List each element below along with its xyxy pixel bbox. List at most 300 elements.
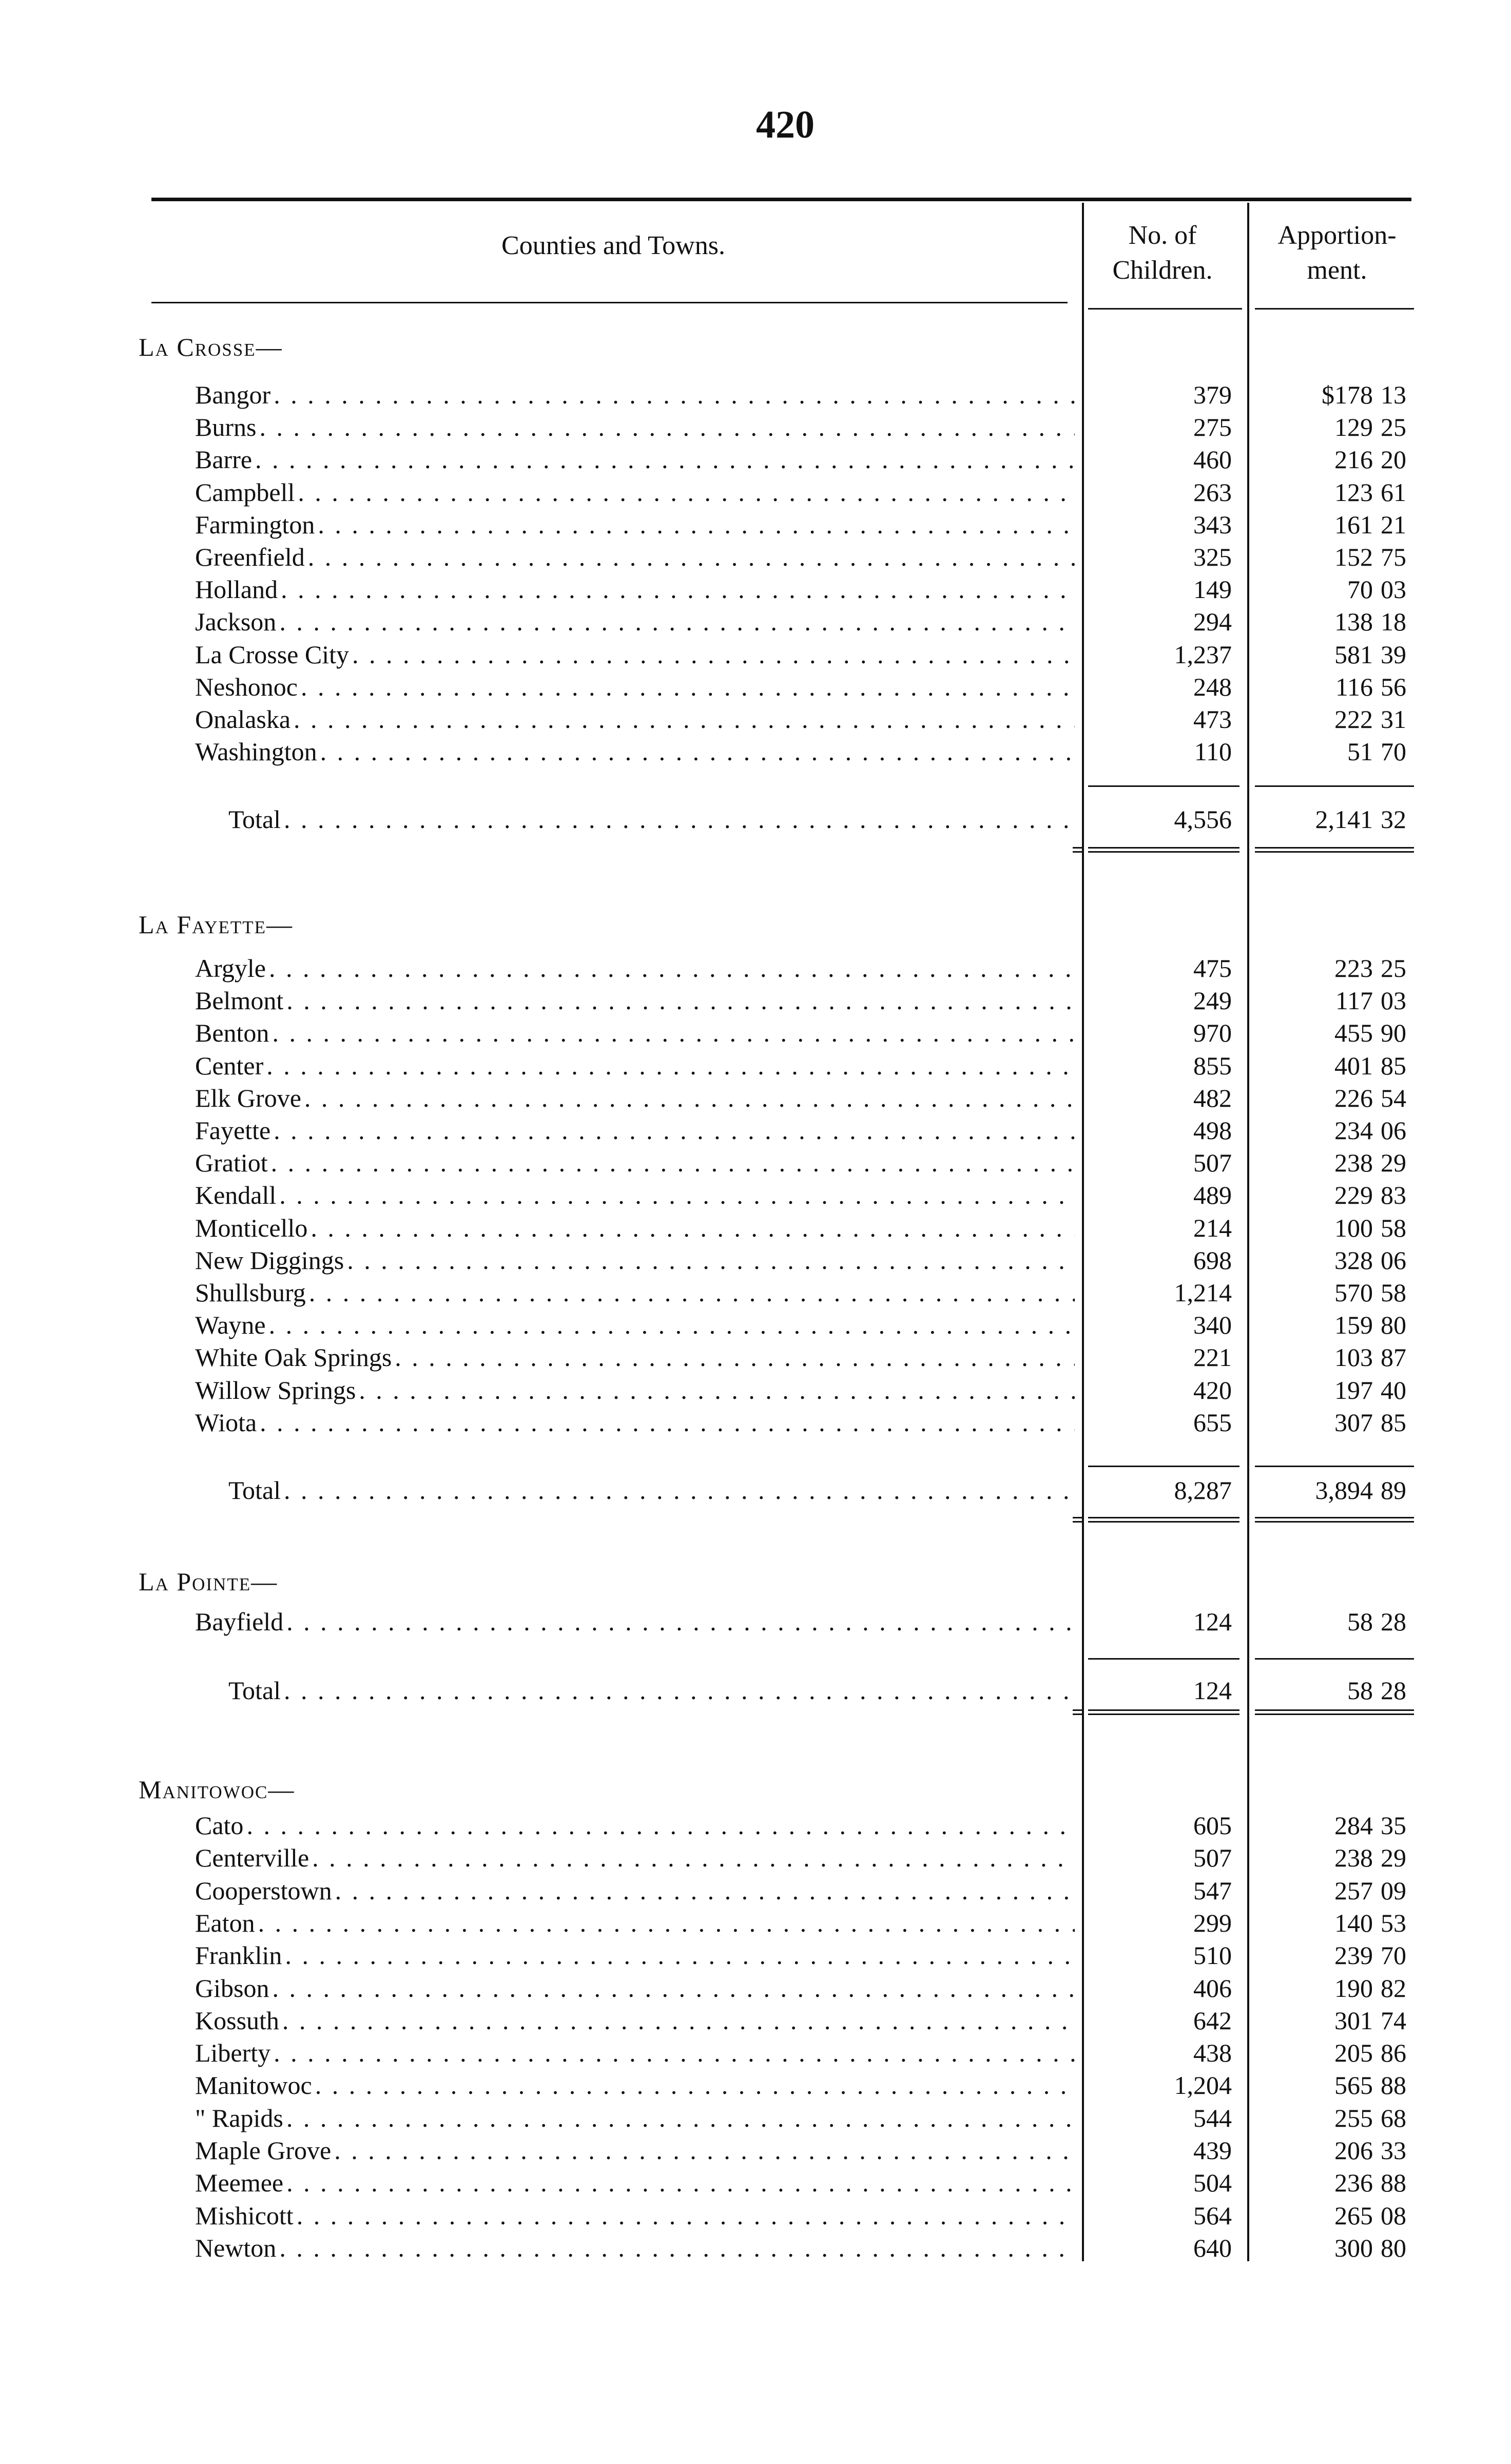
- header-no-of-children-line2: Children.: [1112, 256, 1213, 285]
- dot-leader: [286, 985, 1075, 1017]
- town-name-cell: [195, 1050, 1075, 1082]
- town-name: Onalaska: [195, 705, 291, 734]
- town-name-cell: [195, 1842, 1075, 1874]
- town-name-cell: [195, 1407, 1075, 1439]
- children-count: 460: [1193, 445, 1232, 474]
- children-count: 214: [1193, 1214, 1232, 1242]
- town-row: [0, 1810, 1511, 1842]
- apportionment-dollars: 51: [1347, 737, 1373, 766]
- dot-leader: [315, 2069, 1075, 2102]
- dot-leader: [359, 1374, 1075, 1407]
- apportionment-cents: 70: [1381, 737, 1406, 766]
- town-name-cell: [195, 2005, 1075, 2037]
- sum-rule-label: [1073, 851, 1082, 853]
- header-counties-and-towns: Counties and Towns.: [501, 231, 725, 260]
- town-name-cell: [195, 379, 1075, 411]
- apportionment-cents: 54: [1381, 1084, 1406, 1112]
- town-name: " Rapids: [195, 2104, 283, 2132]
- town-row: [0, 541, 1511, 573]
- apportionment-cents: 06: [1381, 1246, 1406, 1275]
- town-row: [0, 2200, 1511, 2232]
- children-count: 547: [1193, 1876, 1232, 1905]
- town-row: [0, 952, 1511, 985]
- town-name-cell: [195, 671, 1075, 703]
- children-count: 564: [1193, 2201, 1232, 2230]
- children-count: 1,237: [1174, 640, 1232, 669]
- apportionment-dollars: 58: [1347, 1607, 1373, 1636]
- apportionment-cents: 82: [1381, 1974, 1406, 2003]
- children-count: 124: [1193, 1676, 1232, 1705]
- town-name-cell: [195, 509, 1075, 541]
- dot-leader: [260, 1407, 1075, 1439]
- children-count: 110: [1194, 737, 1232, 766]
- dot-leader: [274, 379, 1075, 411]
- apportionment-cents: 75: [1381, 543, 1406, 571]
- town-name: Cato: [195, 1811, 244, 1840]
- sum-rule-apportionment: [1255, 851, 1414, 853]
- apportionment-cents: 31: [1381, 705, 1406, 734]
- apportionment-dollars: 229: [1334, 1181, 1373, 1209]
- town-row: [0, 1147, 1511, 1179]
- town-name: Argyle: [195, 954, 266, 983]
- apportionment-dollars: 123: [1334, 478, 1373, 507]
- apportionment-cents: 29: [1381, 1148, 1406, 1177]
- total-label: Total: [228, 805, 281, 834]
- children-count: 510: [1193, 1941, 1232, 1970]
- sum-rule-label: [1073, 1517, 1082, 1518]
- apportionment-cents: 06: [1381, 1116, 1406, 1145]
- town-name: New Diggings: [195, 1246, 344, 1275]
- sum-rule-apportionment: [1255, 1709, 1414, 1711]
- town-name: Eaton: [195, 1909, 255, 1937]
- apportionment-dollars: 58: [1347, 1676, 1373, 1705]
- apportionment-cents: 03: [1381, 575, 1406, 604]
- town-row: [0, 1939, 1511, 1972]
- children-count: 439: [1193, 2136, 1232, 2165]
- children-count: 1,204: [1174, 2071, 1232, 2100]
- town-row: [0, 2005, 1511, 2037]
- children-count: 275: [1193, 413, 1232, 441]
- sum-rule-children: [1088, 847, 1239, 849]
- town-name-cell: [195, 2134, 1075, 2167]
- town-name: Barre: [195, 445, 253, 474]
- town-name: Meemee: [195, 2168, 284, 2197]
- apportionment-cents: 40: [1381, 1376, 1406, 1404]
- children-count: 507: [1193, 1148, 1232, 1177]
- sum-rule-children: [1088, 851, 1239, 853]
- sum-rule-apportionment: [1255, 1714, 1414, 1715]
- apportionment-cents: 13: [1381, 380, 1406, 409]
- sum-rule-children: [1088, 1517, 1239, 1518]
- children-count: 406: [1193, 1974, 1232, 2003]
- town-name-cell: [195, 1114, 1075, 1147]
- town-row: [0, 2037, 1511, 2069]
- town-name-cell: [195, 1810, 1075, 1842]
- apportionment-dollars: 234: [1334, 1116, 1373, 1145]
- town-name: Kossuth: [195, 2006, 279, 2035]
- children-count: 294: [1193, 607, 1232, 636]
- apportionment-dollars: 129: [1334, 413, 1373, 441]
- town-name: Manitowoc: [195, 2071, 312, 2100]
- apportionment-dollars: 223: [1334, 954, 1373, 983]
- sum-rule-label: [1073, 1714, 1082, 1715]
- town-row: [0, 985, 1511, 1017]
- apportionment-dollars: 226: [1334, 1084, 1373, 1112]
- town-name: Cooperstown: [195, 1876, 332, 1905]
- children-count: 438: [1193, 2038, 1232, 2067]
- town-name-cell: [195, 476, 1075, 509]
- town-name-cell: [195, 639, 1075, 671]
- total-label: Total: [228, 1476, 281, 1505]
- header-apportionment-line2: ment.: [1307, 256, 1367, 285]
- apportionment-dollars: 205: [1334, 2038, 1373, 2067]
- town-row: [0, 411, 1511, 444]
- town-row: [0, 1407, 1511, 1439]
- town-name: Wayne: [195, 1311, 266, 1339]
- children-count: 475: [1193, 954, 1232, 983]
- sum-rule-apportionment: [1255, 1521, 1414, 1523]
- apportionment-dollars: 100: [1334, 1214, 1373, 1242]
- dot-leader: [269, 952, 1075, 985]
- dot-leader: [395, 1341, 1075, 1374]
- town-name: Greenfield: [195, 543, 305, 571]
- apportionment-cents: 70: [1381, 1941, 1406, 1970]
- apportionment-dollars: 300: [1334, 2234, 1373, 2262]
- town-row: [0, 2069, 1511, 2102]
- header-rule-left: [151, 302, 1068, 303]
- town-name-cell: [195, 573, 1075, 606]
- dot-leader: [286, 1606, 1075, 1638]
- header-rule-children: [1088, 308, 1242, 310]
- town-name: Jackson: [195, 607, 277, 636]
- apportionment-dollars: 255: [1334, 2104, 1373, 2132]
- apportionment-dollars: 265: [1334, 2201, 1373, 2230]
- town-name-cell: [195, 411, 1075, 444]
- town-name: Bangor: [195, 380, 271, 409]
- children-count: 124: [1193, 1607, 1232, 1636]
- town-name: Mishicott: [195, 2201, 294, 2230]
- header-apportionment-line1: Apportion-: [1277, 221, 1397, 250]
- town-row: [0, 1114, 1511, 1147]
- town-row: [0, 1972, 1511, 2005]
- apportionment-cents: 87: [1381, 1343, 1406, 1372]
- dot-leader: [259, 411, 1075, 444]
- apportionment-dollars: 238: [1334, 1148, 1373, 1177]
- town-row: [0, 1842, 1511, 1874]
- dot-leader: [266, 1050, 1075, 1082]
- town-row: [0, 476, 1511, 509]
- town-name-cell: [195, 2200, 1075, 2232]
- town-name: Gibson: [195, 1974, 269, 2003]
- town-name: La Crosse City: [195, 640, 349, 669]
- town-name: Center: [195, 1051, 264, 1080]
- apportionment-cents: 09: [1381, 1876, 1406, 1905]
- town-name: Centerville: [195, 1843, 309, 1872]
- county-heading: La Crosse—: [139, 333, 283, 361]
- apportionment-cents: 89: [1381, 1476, 1406, 1505]
- children-count: 1,214: [1174, 1278, 1232, 1307]
- town-row: [0, 379, 1511, 411]
- apportionment-cents: 90: [1381, 1018, 1406, 1047]
- apportionment-dollars: 159: [1334, 1311, 1373, 1339]
- apportionment-dollars: 455: [1334, 1018, 1373, 1047]
- apportionment-cents: 86: [1381, 2038, 1406, 2067]
- town-name-cell: [195, 1341, 1075, 1374]
- apportionment-dollars: 116: [1335, 672, 1373, 701]
- town-row: [0, 639, 1511, 671]
- apportionment-cents: 53: [1381, 1909, 1406, 1937]
- children-count: 544: [1193, 2104, 1232, 2132]
- town-name-cell: [195, 952, 1075, 985]
- children-count: 855: [1193, 1051, 1232, 1080]
- apportionment-cents: 18: [1381, 607, 1406, 636]
- apportionment-dollars: 117: [1335, 986, 1373, 1015]
- dot-leader: [334, 2134, 1075, 2167]
- town-name: Elk Grove: [195, 1084, 301, 1112]
- apportionment-cents: 33: [1381, 2136, 1406, 2165]
- total-row: [0, 1674, 1511, 1707]
- apportionment-dollars: 301: [1334, 2006, 1373, 2035]
- sum-rule-apportionment: [1255, 1658, 1414, 1660]
- apportionment-dollars: 570: [1334, 1278, 1373, 1307]
- apportionment-cents: 74: [1381, 2006, 1406, 2035]
- town-name-cell: [195, 1374, 1075, 1407]
- town-row: [0, 1309, 1511, 1341]
- town-name-cell: [195, 1277, 1075, 1309]
- children-count: 489: [1193, 1181, 1232, 1209]
- total-label-cell: [228, 1674, 1075, 1707]
- town-name: Bayfield: [195, 1607, 284, 1636]
- town-name-cell: [195, 606, 1075, 638]
- dot-leader: [320, 736, 1075, 768]
- children-count: 379: [1193, 380, 1232, 409]
- header-apportionment: [1252, 218, 1422, 288]
- town-name: Washington: [195, 737, 317, 766]
- children-count: 655: [1193, 1408, 1232, 1437]
- dot-leader: [309, 1277, 1075, 1309]
- dot-leader: [352, 639, 1075, 671]
- town-name: Liberty: [195, 2038, 271, 2067]
- dot-leader: [297, 2200, 1075, 2232]
- children-count: 325: [1193, 543, 1232, 571]
- apportionment-cents: 68: [1381, 2104, 1406, 2132]
- children-count: 299: [1193, 1909, 1232, 1937]
- children-count: 507: [1193, 1843, 1232, 1872]
- apportionment-dollars: 140: [1334, 1909, 1373, 1937]
- dot-leader: [274, 2037, 1075, 2069]
- children-count: 4,556: [1174, 805, 1232, 834]
- sum-rule-apportionment: [1255, 847, 1414, 849]
- children-count: 263: [1193, 478, 1232, 507]
- children-count: 498: [1193, 1116, 1232, 1145]
- town-name-cell: [195, 1972, 1075, 2005]
- children-count: 149: [1193, 575, 1232, 604]
- sum-rule-apportionment: [1255, 1517, 1414, 1518]
- apportionment-dollars: $178: [1322, 380, 1373, 409]
- apportionment-cents: 85: [1381, 1051, 1406, 1080]
- town-name: Neshonoc: [195, 672, 298, 701]
- town-name: White Oak Springs: [195, 1343, 392, 1372]
- apportionment-dollars: 152: [1334, 543, 1373, 571]
- town-row: [0, 1907, 1511, 1939]
- children-count: 8,287: [1174, 1476, 1232, 1505]
- children-count: 248: [1193, 672, 1232, 701]
- dot-leader: [284, 1474, 1075, 1507]
- children-count: 605: [1193, 1811, 1232, 1840]
- sum-rule-children: [1088, 1521, 1239, 1523]
- dot-leader: [286, 2167, 1075, 2199]
- apportionment-cents: 83: [1381, 1181, 1406, 1209]
- apportionment-cents: 88: [1381, 2071, 1406, 2100]
- town-name: Campbell: [195, 478, 295, 507]
- town-name: Burns: [195, 413, 257, 441]
- town-name-cell: [195, 1017, 1075, 1049]
- town-row: [0, 606, 1511, 638]
- town-name-cell: [195, 1606, 1075, 1638]
- town-name: Belmont: [195, 986, 284, 1015]
- dot-leader: [255, 444, 1075, 476]
- apportionment-dollars: 328: [1334, 1246, 1373, 1275]
- town-name-cell: [195, 1212, 1075, 1244]
- dot-leader: [274, 1114, 1075, 1147]
- apportionment-cents: 03: [1381, 986, 1406, 1015]
- dot-leader: [312, 1842, 1075, 1874]
- town-name-cell: [195, 1309, 1075, 1341]
- dot-leader: [279, 1179, 1075, 1211]
- apportionment-dollars: 239: [1334, 1941, 1373, 1970]
- apportionment-cents: 21: [1381, 510, 1406, 539]
- town-name-cell: [195, 2037, 1075, 2069]
- apportionment-cents: 08: [1381, 2201, 1406, 2230]
- apportionment-cents: 39: [1381, 640, 1406, 669]
- total-label-cell: [228, 803, 1075, 836]
- dot-leader: [279, 2232, 1075, 2264]
- town-name: Kendall: [195, 1181, 277, 1209]
- header-rule-apportionment: [1255, 308, 1414, 310]
- town-name: Farmington: [195, 510, 315, 539]
- apportionment-cents: 58: [1381, 1214, 1406, 1242]
- dot-leader: [318, 509, 1075, 541]
- apportionment-dollars: 236: [1334, 2168, 1373, 2197]
- town-name-cell: [195, 1147, 1075, 1179]
- town-row: [0, 2102, 1511, 2134]
- apportionment-dollars: 197: [1334, 1376, 1373, 1404]
- town-name-cell: [195, 1179, 1075, 1211]
- total-row: [0, 1474, 1511, 1507]
- apportionment-cents: 85: [1381, 1408, 1406, 1437]
- dot-leader: [281, 573, 1075, 606]
- dot-leader: [285, 1939, 1075, 1972]
- sum-rule-label: [1073, 847, 1082, 849]
- town-row: [0, 736, 1511, 768]
- town-name: Monticello: [195, 1214, 308, 1242]
- total-row: [0, 803, 1511, 836]
- apportionment-dollars: 565: [1334, 2071, 1373, 2100]
- town-row: [0, 2167, 1511, 2199]
- children-count: 642: [1193, 2006, 1232, 2035]
- town-name-cell: [195, 1939, 1075, 1972]
- dot-leader: [347, 1244, 1075, 1277]
- sum-rule-children: [1088, 1658, 1239, 1660]
- sum-rule-apportionment: [1255, 785, 1414, 787]
- apportionment-cents: 25: [1381, 954, 1406, 983]
- apportionment-dollars: 103: [1334, 1343, 1373, 1372]
- dot-leader: [308, 541, 1075, 573]
- dot-leader: [272, 1972, 1075, 2005]
- children-count: 482: [1193, 1084, 1232, 1112]
- sum-rule-children: [1088, 1709, 1239, 1711]
- children-count: 970: [1193, 1018, 1232, 1047]
- apportionment-cents: 56: [1381, 672, 1406, 701]
- apportionment-cents: 25: [1381, 413, 1406, 441]
- town-name-cell: [195, 2167, 1075, 2199]
- apportionment-cents: 88: [1381, 2168, 1406, 2197]
- town-name-cell: [195, 541, 1075, 573]
- dot-leader: [311, 1212, 1075, 1244]
- town-row: [0, 671, 1511, 703]
- town-row: [0, 1017, 1511, 1049]
- dot-leader: [279, 606, 1075, 638]
- children-count: 504: [1193, 2168, 1232, 2197]
- dot-leader: [284, 803, 1075, 836]
- children-count: 340: [1193, 1311, 1232, 1339]
- apportionment-dollars: 307: [1334, 1408, 1373, 1437]
- apportionment-dollars: 401: [1334, 1051, 1373, 1080]
- apportionment-cents: 35: [1381, 1811, 1406, 1840]
- town-row: [0, 573, 1511, 606]
- apportionment-cents: 80: [1381, 1311, 1406, 1339]
- town-row: [0, 1277, 1511, 1309]
- apportionment-cents: 20: [1381, 445, 1406, 474]
- town-row: [0, 1875, 1511, 1907]
- town-row: [0, 1212, 1511, 1244]
- sum-rule-apportionment: [1255, 1466, 1414, 1467]
- town-row: [0, 1606, 1511, 1638]
- town-name-cell: [195, 2232, 1075, 2264]
- town-row: [0, 1374, 1511, 1407]
- town-name: Shullsburg: [195, 1278, 306, 1307]
- dot-leader: [304, 1082, 1075, 1114]
- apportionment-dollars: 238: [1334, 1843, 1373, 1872]
- apportionment-dollars: 3,894: [1315, 1476, 1373, 1505]
- sum-rule-label: [1073, 1521, 1082, 1523]
- apportionment-cents: 28: [1381, 1676, 1406, 1705]
- dot-leader: [246, 1810, 1075, 1842]
- town-row: [0, 1341, 1511, 1374]
- town-row: [0, 2232, 1511, 2264]
- apportionment-dollars: 190: [1334, 1974, 1373, 2003]
- total-label: Total: [228, 1676, 281, 1705]
- total-label-cell: [228, 1474, 1075, 1507]
- town-row: [0, 1179, 1511, 1211]
- dot-leader: [294, 703, 1075, 736]
- children-count: 473: [1193, 705, 1232, 734]
- town-name-cell: [195, 1082, 1075, 1114]
- apportionment-dollars: 2,141: [1315, 805, 1373, 834]
- header-no-of-children-line1: No. of: [1128, 221, 1197, 250]
- town-name: Willow Springs: [195, 1376, 356, 1404]
- town-row: [0, 1082, 1511, 1114]
- sum-rule-children: [1088, 785, 1239, 787]
- town-name: Wiota: [195, 1408, 257, 1437]
- town-row: [0, 444, 1511, 476]
- town-row: [0, 509, 1511, 541]
- apportionment-dollars: 216: [1334, 445, 1373, 474]
- children-count: 343: [1193, 510, 1232, 539]
- town-row: [0, 703, 1511, 736]
- dot-leader: [298, 476, 1075, 509]
- dot-leader: [282, 2005, 1075, 2037]
